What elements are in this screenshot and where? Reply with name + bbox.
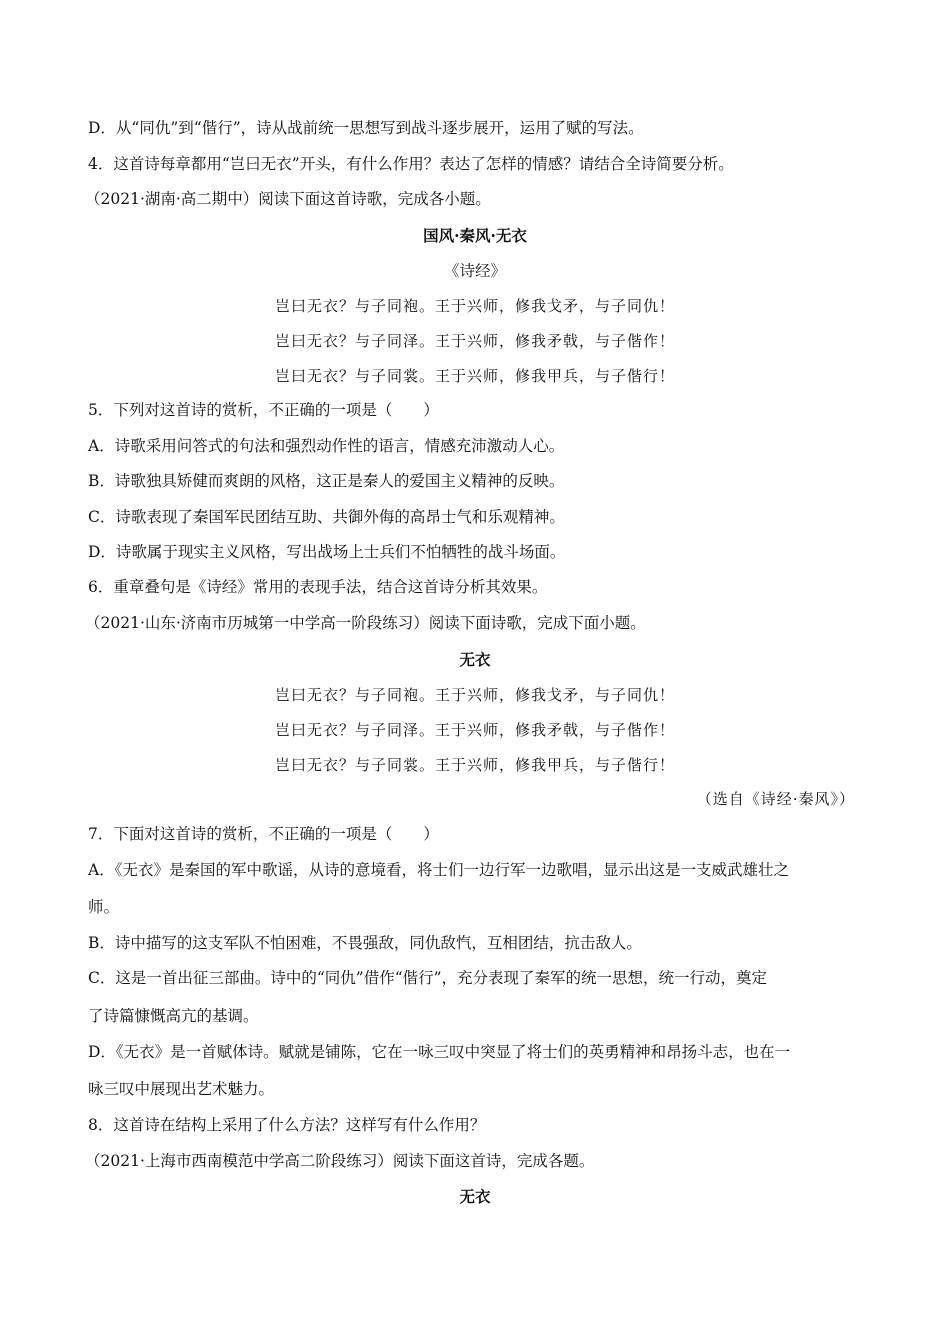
- q7-option-d-cont: 咏三叹中展现出艺术魅力。: [88, 1080, 275, 1098]
- poem-attribution: （选自《诗经·秦风》）: [696, 790, 855, 808]
- poem-title: 无衣: [459, 1187, 491, 1206]
- question-8: 8．这首诗在结构上采用了什么方法？这样写有什么作用？: [88, 1116, 486, 1134]
- poem-line: 岂曰无衣？与子同裳。王于兴师，修我甲兵，与子偕行！: [274, 756, 675, 774]
- question-4: 4．这首诗每章都用“岂曰无衣”开头，有什么作用？表达了怎样的情感？请结合全诗简要分析。: [88, 155, 734, 173]
- section-source: （2021·湖南·高二期中）阅读下面这首诗歌，完成各小题。: [85, 190, 491, 208]
- poem-origin: 《诗经》: [443, 262, 506, 280]
- poem-line: 岂曰无衣？与子同袍。王于兴师，修我戈矛，与子同仇！: [274, 297, 675, 315]
- poem-line: 岂曰无衣？与子同裳。王于兴师，修我甲兵，与子偕行！: [274, 367, 675, 385]
- q7-option-d: D．《无衣》是一首赋体诗。赋就是铺陈，它在一咏三叹中突显了将士们的英勇精神和昂扬斗志，也在一: [88, 1043, 791, 1061]
- q5-option-d: D．诗歌属于现实主义风格，写出战场上士兵们不怕牺牲的战斗场面。: [88, 543, 566, 561]
- q3-option-d: D．从“同仇”到“偕行”，诗从战前统一思想写到战斗逐步展开，运用了赋的写法。: [88, 119, 644, 137]
- q5-option-c: C．诗歌表现了秦国军民团结互助、共御外侮的高昂士气和乐观精神。: [88, 508, 565, 526]
- q7-option-b: B．诗中描写的这支军队不怕困难，不畏强敌，同仇敌忾，互相团结，抗击敌人。: [88, 934, 642, 952]
- section-source: （2021·山东·济南市历城第一中学高一阶段练习）阅读下面诗歌，完成下面小题。: [85, 614, 646, 632]
- q7-option-c-cont: 了诗篇慷慨高亢的基调。: [88, 1007, 259, 1025]
- section-source: （2021·上海市西南模范中学高二阶段练习）阅读下面这首诗，完成各题。: [85, 1152, 595, 1170]
- q7-option-a-cont: 师。: [88, 898, 120, 916]
- question-5: 5．下列对这首诗的赏析，不正确的一项是（ ）: [88, 401, 439, 419]
- q5-option-b: B．诗歌独具矫健而爽朗的风格，这正是秦人的爱国主义精神的反映。: [88, 472, 565, 490]
- poem-line: 岂曰无衣？与子同泽。王于兴师，修我矛戟，与子偕作！: [274, 332, 675, 350]
- q5-option-a: A．诗歌采用问答式的句法和强烈动作性的语言，情感充沛激动人心。: [88, 437, 565, 455]
- poem-line: 岂曰无衣？与子同泽。王于兴师，修我矛戟，与子偕作！: [274, 721, 675, 739]
- question-7: 7．下面对这首诗的赏析，不正确的一项是（ ）: [88, 825, 439, 843]
- poem-title: 国风·秦风·无衣: [423, 226, 527, 245]
- poem-title: 无衣: [459, 650, 491, 669]
- q7-option-c: C．这是一首出征三部曲。诗中的“同仇”借作“偕行”，充分表现了秦军的统一思想，统一行动，奠定: [88, 969, 768, 987]
- poem-line: 岂曰无衣？与子同袍。王于兴师，修我戈矛，与子同仇！: [274, 686, 675, 704]
- q7-option-a: A．《无衣》是秦国的军中歌谣，从诗的意境看，将士们一边行军一边歌唱，显示出这是一支威武雄壮之: [88, 861, 789, 879]
- question-6: 6．重章叠句是《诗经》常用的表现手法，结合这首诗分析其效果。: [88, 578, 548, 596]
